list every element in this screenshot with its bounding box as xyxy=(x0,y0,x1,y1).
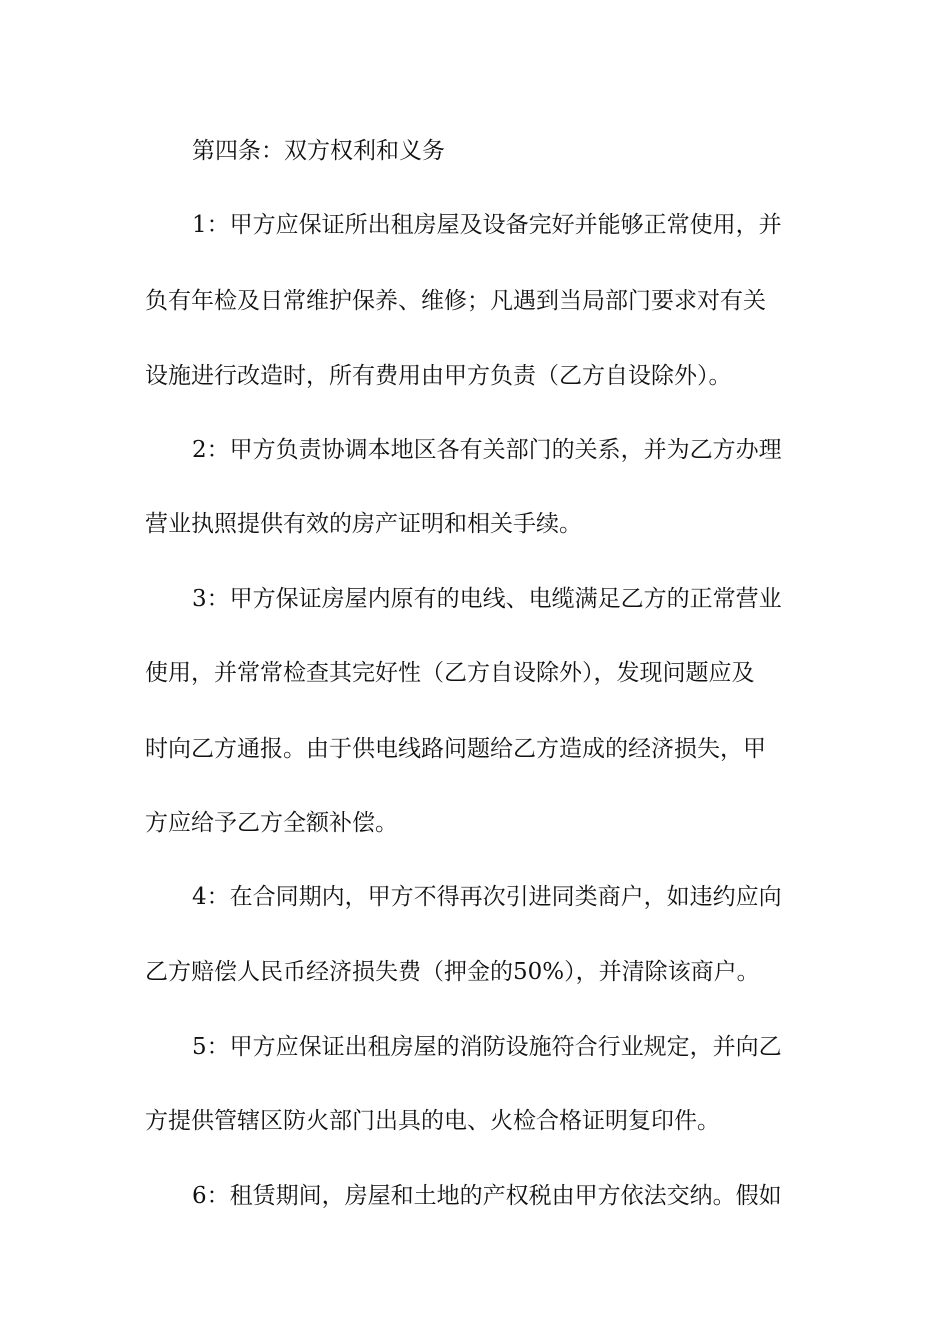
paragraph-line: 方提供管辖区防火部门出具的电、火检合格证明复印件。 xyxy=(145,1108,720,1134)
paragraph-line: 3：甲方保证房屋内原有的电线、电缆满足乙方的正常营业 xyxy=(192,586,782,612)
paragraph-line: 设施进行改造时，所有费用由甲方负责（乙方自设除外）。 xyxy=(145,363,732,389)
paragraph-line: 时向乙方通报。由于供电线路问题给乙方造成的经济损失，甲 xyxy=(145,736,766,762)
paragraph-line: 6：租赁期间，房屋和土地的产权税由甲方依法交纳。假如 xyxy=(192,1183,782,1209)
paragraph-line: 2：甲方负责协调本地区各有关部门的关系，并为乙方办理 xyxy=(192,437,782,463)
paragraph-line: 5：甲方应保证出租房屋的消防设施符合行业规定，并向乙 xyxy=(192,1034,782,1060)
paragraph-line: 负有年检及日常维护保养、维修；凡遇到当局部门要求对有关 xyxy=(145,288,766,314)
paragraph-line: 方应给予乙方全额补偿。 xyxy=(145,810,398,836)
paragraph-line: 1：甲方应保证所出租房屋及设备完好并能够正常使用，并 xyxy=(192,212,782,238)
article-heading: 第四条：双方权利和义务 xyxy=(192,138,445,164)
paragraph-line: 营业执照提供有效的房产证明和相关手续。 xyxy=(145,511,582,537)
paragraph-line: 4：在合同期内，甲方不得再次引进同类商户，如违约应向 xyxy=(192,884,782,910)
paragraph-line: 乙方赔偿人民币经济损失费（押金的50%），并清除该商户。 xyxy=(145,959,760,985)
paragraph-line: 使用，并常常检查其完好性（乙方自设除外），发现问题应及 xyxy=(145,660,755,686)
